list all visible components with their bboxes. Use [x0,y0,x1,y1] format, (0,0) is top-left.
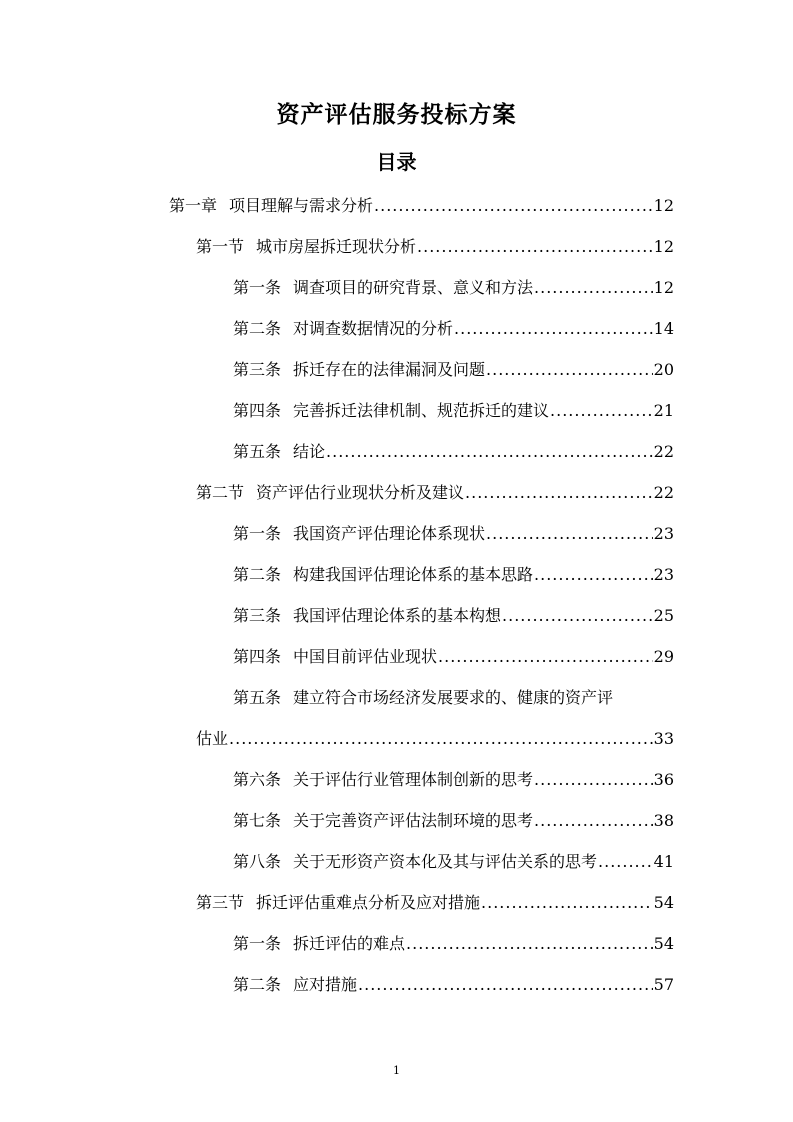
page-number: 1 [393,1064,400,1077]
toc-leader [326,442,653,462]
toc-number: 第一条 [233,524,282,543]
toc-entry-article[interactable] [233,387,674,421]
toc-number: 第四条 [233,647,282,666]
toc-number: 第二条 [233,319,282,338]
toc-entry-article[interactable] [233,838,674,872]
toc-page: 57 [653,975,674,994]
toc-number: 第二节 [196,483,245,502]
toc-leader [438,647,653,667]
toc-page: 22 [653,442,674,461]
toc-leader [406,934,653,954]
toc-label: 拆迁评估重难点分析及应对措施 [256,893,481,912]
toc-number: 第八条 [233,852,282,871]
toc-entry-continuation[interactable] [196,715,674,749]
toc-number: 第一节 [196,237,245,256]
toc-leader [534,811,653,831]
toc-number: 第二条 [233,975,282,994]
toc-label: 资产评估行业现状分析及建议 [256,483,465,502]
toc-label: 构建我国评估理论体系的基本思路 [293,565,534,584]
toc-number: 第一章 [169,196,218,215]
toc-entry-article[interactable] [233,633,674,667]
toc-leader [486,524,653,544]
toc-leader [454,319,653,339]
toc-number: 第四条 [233,401,282,420]
toc-leader [465,483,653,503]
toc-page: 38 [653,811,674,830]
toc-label: 建立符合市场经济发展要求的、健康的资产评 [293,688,614,707]
toc-leader [374,196,653,216]
toc-page: 12 [653,196,674,215]
toc-number: 第三节 [196,893,245,912]
toc-leader [534,278,653,298]
toc-number: 第五条 [233,688,282,707]
toc-number: 第三条 [233,360,282,379]
toc-label: 拆迁存在的法律漏洞及问题 [293,360,486,379]
toc-leader [598,852,653,872]
toc-entry-article[interactable] [233,756,674,790]
toc-leader [502,606,653,626]
toc-page: 33 [653,729,674,748]
toc-leader [534,770,653,790]
toc-number: 第五条 [233,442,282,461]
toc-label: 拆迁评估的难点 [293,934,406,953]
toc-page: 14 [653,319,674,338]
toc-entry-article[interactable] [233,428,674,462]
toc-leader [358,975,653,995]
toc-page: 54 [653,934,674,953]
toc-page: 12 [653,237,674,256]
toc-page: 23 [653,524,674,543]
toc-leader [417,237,653,257]
toc-page: 23 [653,565,674,584]
toc-number: 第三条 [233,606,282,625]
toc-entry-chapter-1[interactable] [169,182,674,216]
toc-page: 41 [653,852,674,871]
toc-leader [481,893,653,913]
toc-number: 第二条 [233,565,282,584]
toc-page: 21 [653,401,674,420]
toc-number: 第一条 [233,278,282,297]
toc-label: 我国资产评估理论体系现状 [293,524,486,543]
toc-page: 29 [653,647,674,666]
toc-number: 第六条 [233,770,282,789]
toc-heading: 目录 [376,150,417,174]
toc-leader [486,360,653,380]
toc-entry-article[interactable] [233,920,674,954]
toc-number: 第一条 [233,934,282,953]
toc-page: 12 [653,278,674,297]
toc-entry-article[interactable] [233,346,674,380]
toc-entry-article[interactable] [233,797,674,831]
toc-label: 城市房屋拆迁现状分析 [256,237,417,256]
toc-leader [229,729,653,749]
toc-label: 结论 [293,442,326,461]
toc-entry-article[interactable] [233,592,674,626]
toc-label: 我国评估理论体系的基本构想 [293,606,502,625]
toc-page: 36 [653,770,674,789]
document-title: 资产评估服务投标方案 [276,102,517,128]
toc-number: 第七条 [233,811,282,830]
toc-entry-article[interactable] [233,674,674,708]
toc-entry-article[interactable] [233,264,674,298]
toc-label: 关于评估行业管理体制创新的思考 [293,770,534,789]
toc-entry-section-1[interactable] [196,223,674,257]
toc-entry-article[interactable] [233,551,674,585]
toc-label: 应对措施 [293,975,358,994]
toc-label: 项目理解与需求分析 [229,196,374,215]
toc-entry-article[interactable] [233,961,674,995]
toc-label-continuation: 估业 [196,729,229,748]
toc-label: 完善拆迁法律机制、规范拆迁的建议 [293,401,550,420]
toc-page: 25 [653,606,674,625]
toc-label: 关于无形资产资本化及其与评估关系的思考 [293,852,598,871]
toc-leader [534,565,653,585]
toc-entry-section-2[interactable] [196,469,674,503]
toc-entry-section-3[interactable] [196,879,674,913]
toc-page: 54 [653,893,674,912]
toc-label: 关于完善资产评估法制环境的思考 [293,811,534,830]
toc-leader [550,401,653,421]
toc-label: 对调查数据情况的分析 [293,319,454,338]
toc-entry-article[interactable] [233,305,674,339]
toc-label: 调查项目的研究背景、意义和方法 [293,278,534,297]
toc-entry-article[interactable] [233,510,674,544]
toc-page: 22 [653,483,674,502]
toc-page: 20 [653,360,674,379]
toc-label: 中国目前评估业现状 [293,647,438,666]
